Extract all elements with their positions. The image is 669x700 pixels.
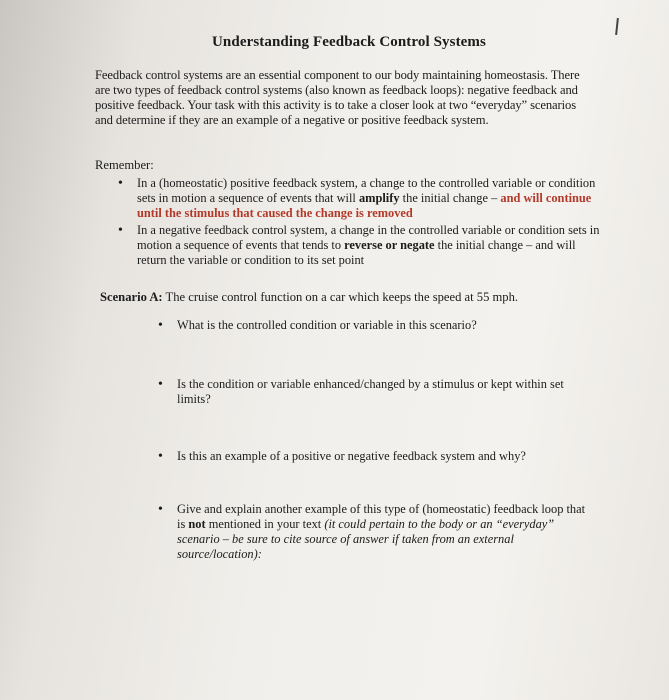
question-italic-note: (it could pertain to the body or an “everyday” scenario – be sure to cite source of answer if taken from an external source/location):	[177, 517, 555, 561]
bullet-icon: •	[158, 318, 163, 333]
question-item	[158, 377, 588, 407]
bullet-icon: •	[158, 377, 163, 392]
scenario-text: The cruise control function on a car which keeps the speed at 55 mph.	[162, 290, 519, 304]
bullet-emphasis: reverse or negate	[344, 238, 435, 252]
question-item	[158, 318, 588, 333]
bullet-highlight: and will continue until the stimulus that caused the change is removed	[137, 191, 592, 220]
bullet-icon: •	[158, 449, 163, 464]
scenario-label: Scenario A:	[100, 290, 163, 304]
intro-paragraph: Feedback control systems are an essential component to our body maintaining homeostasis. There are two types of feedback control systems (also known as feedback loops): negative feedback and positive feedback. Your task with this activity is to take a closer look at two “everyday” scenarios and determine if they are an example of a negative or positive feedback system.	[95, 68, 580, 127]
pen-mark	[615, 18, 619, 35]
bullet-icon: •	[118, 223, 123, 238]
question-text: Is the condition or variable enhanced/changed by a stimulus or kept within set limits?	[177, 377, 564, 406]
question-item	[158, 502, 588, 562]
scenario-heading	[100, 290, 518, 305]
remember-label: Remember:	[95, 158, 154, 172]
question-item	[158, 449, 588, 464]
question-text-part: Give and explain another example of this type of (homeostatic) feedback loop that is	[177, 502, 586, 531]
bullet-text-cont: the initial change –	[399, 191, 501, 205]
bullet-text: In a negative feedback control system, a change in the controlled variable or condition sets in motion a sequence of events that tends to	[137, 223, 600, 252]
question-emphasis: not	[188, 517, 206, 531]
bullet-icon: •	[118, 176, 123, 191]
remember-list	[112, 176, 602, 270]
page-title: Understanding Feedback Control Systems	[212, 34, 486, 50]
question-text-cont: mentioned in your text	[205, 517, 325, 531]
bullet-icon: •	[158, 502, 163, 517]
list-item	[112, 223, 602, 268]
question-text	[158, 502, 588, 562]
question-text: What is the controlled condition or variable in this scenario?	[177, 318, 477, 332]
bullet-text-cont: the initial change – and will return the variable or condition to its set point	[137, 238, 576, 267]
question-text: Is this an example of a positive or negative feedback system and why?	[177, 449, 526, 463]
bullet-emphasis: amplify	[358, 191, 400, 205]
list-item	[112, 176, 602, 221]
bullet-text: In a (homeostatic) positive feedback system, a change to the controlled variable or condition sets in motion a sequence of events that will	[137, 176, 596, 205]
